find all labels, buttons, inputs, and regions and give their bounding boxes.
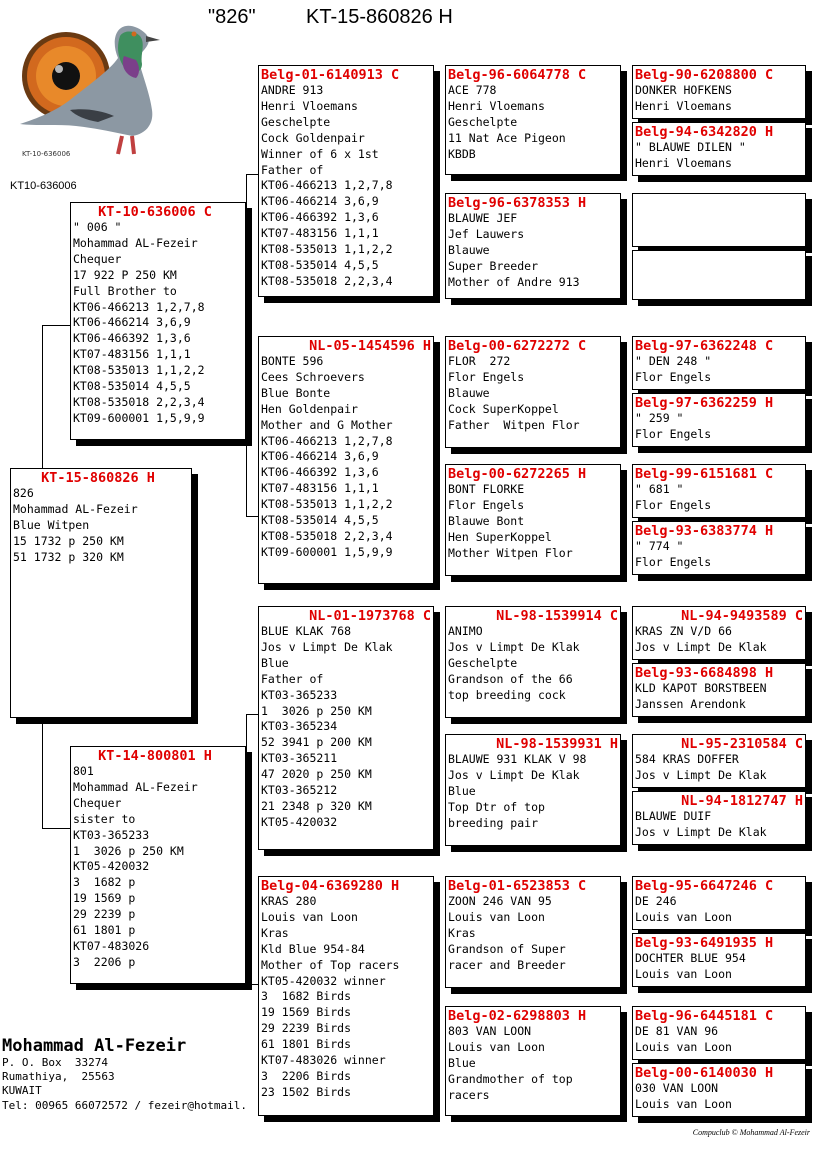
sire-box — [70, 202, 246, 440]
ring-number: Belg-93-6491935 H — [635, 935, 774, 951]
info-line: KT05-420032 — [73, 859, 150, 874]
info-line: Cees Schroevers — [261, 369, 365, 384]
info-line: Flor Engels — [635, 369, 712, 384]
gggp-box-15 — [632, 1006, 806, 1060]
info-line: Kras — [448, 925, 476, 940]
connector — [42, 828, 70, 829]
info-line: Jos v Limpt De Klak — [261, 639, 393, 654]
info-line: Louis van Loon — [261, 909, 358, 924]
info-line: Jos v Limpt De Klak — [448, 767, 580, 782]
info-line: Cock SuperKoppel — [448, 401, 559, 416]
ring-number: Belg-00-6272272 C — [448, 338, 587, 354]
ring-number: Belg-93-6383774 H — [635, 523, 774, 539]
info-line: Mother of Top racers — [261, 957, 400, 972]
ring-number: Belg-96-6445181 C — [635, 1008, 774, 1024]
ggp-box-3 — [445, 336, 621, 448]
gggp-box-8 — [632, 521, 806, 575]
info-line: 52 3941 p 200 KM — [261, 735, 372, 750]
info-line: Flor Engels — [448, 369, 525, 384]
info-line: KRAS ZN V/D 66 — [635, 624, 732, 638]
info-line: Father Witpen Flor — [448, 417, 580, 432]
info-line: " 259 " — [635, 411, 684, 425]
info-line: Janssen Arendonk — [635, 696, 746, 711]
connector — [246, 516, 258, 517]
connector — [626, 770, 627, 820]
info-line: Jos v Limpt De Klak — [635, 824, 767, 839]
gggp-box-10 — [632, 663, 806, 717]
info-line: FLOR 272 — [448, 354, 511, 368]
info-line: KT08-535018 2,2,3,4 — [261, 528, 393, 543]
connector — [626, 372, 627, 422]
info-line: KT03-365234 — [261, 719, 338, 734]
info-line: Mother Witpen Flor — [448, 545, 573, 560]
info-line: 61 1801 Birds — [261, 1037, 352, 1052]
granddam-sire-box — [258, 336, 434, 584]
dam-box — [70, 746, 246, 984]
gggp-box-5 — [632, 336, 806, 390]
owner-address-line: KUWAIT — [2, 1084, 42, 1098]
ring-number: NL-05-1454596 H — [309, 338, 431, 354]
info-line: KBDB — [448, 146, 476, 161]
connector — [436, 126, 437, 242]
pigeon-name: "826" — [208, 6, 256, 28]
info-line: 17 922 P 250 KM — [73, 267, 177, 282]
info-line: 23 1502 Birds — [261, 1084, 352, 1099]
info-line: 1 3026 p 250 KM — [73, 843, 184, 858]
ggp-box-6 — [445, 734, 621, 846]
info-line: ACE 778 — [448, 83, 497, 97]
info-line: DE 81 VAN 96 — [635, 1024, 719, 1038]
info-line: KT06-466214 3,6,9 — [261, 449, 379, 464]
info-line: sister to — [73, 811, 136, 826]
info-line: Chequer — [73, 795, 122, 810]
info-line: KT07-483156 1,1,1 — [73, 347, 191, 362]
svg-text:KT-10-636006: KT-10-636006 — [22, 150, 71, 158]
info-line: Louis van Loon — [635, 966, 732, 981]
info-line: KT07-483156 1,1,1 — [261, 226, 379, 241]
gggp-box-9 — [632, 606, 806, 660]
info-line: 47 2020 p 250 KM — [261, 767, 372, 782]
connector — [436, 934, 437, 1058]
info-line: Blauwe Bont — [448, 513, 525, 528]
pigeon-photo — [14, 14, 164, 164]
ring-number: KT-10-636006 C — [98, 204, 212, 220]
ring-number: NL-98-1539914 C — [496, 608, 618, 624]
info-line: BONT FLORKE — [448, 482, 525, 496]
info-line: 21 2348 p 320 KM — [261, 798, 372, 813]
info-line: Jos v Limpt De Klak — [635, 639, 767, 654]
info-line: Kld Blue 954-84 — [261, 941, 365, 956]
ggp-box-7 — [445, 876, 621, 988]
ggp-box-8 — [445, 1006, 621, 1116]
info-line: 3 1682 p — [73, 875, 136, 890]
info-line: Jos v Limpt De Klak — [448, 639, 580, 654]
info-line: " 774 " — [635, 539, 684, 553]
ring-number: KT-15-860826 H — [41, 470, 155, 486]
info-line: KT06-466214 3,6,9 — [73, 315, 191, 330]
connector — [42, 325, 43, 468]
info-line: Louis van Loon — [635, 1039, 732, 1054]
ring-number: Belg-04-6369280 H — [261, 878, 400, 894]
info-line: 030 VAN LOON — [635, 1081, 719, 1095]
info-line: Henri Vloemans — [635, 155, 732, 170]
info-line: 584 KRAS DOFFER — [635, 752, 739, 766]
info-line: Mohammad AL-Fezeir — [73, 235, 198, 250]
info-line: 51 1732 p 320 KM — [13, 549, 124, 564]
pigeon-ring-title: KT-15-860826 H — [306, 6, 453, 28]
info-line: KT06-466213 1,2,7,8 — [73, 299, 205, 314]
grandsire-sire-box — [258, 65, 434, 297]
info-line: Louis van Loon — [635, 909, 732, 924]
owner-address-line: Rumathiya, 25563 — [2, 1070, 115, 1084]
info-line: Jos v Limpt De Klak — [635, 767, 767, 782]
gggp-box-7 — [632, 464, 806, 518]
gggp-box-12 — [632, 791, 806, 845]
gggp-box-14 — [632, 933, 806, 987]
info-line: KT07-483026 — [73, 938, 150, 953]
connector — [626, 224, 627, 276]
info-line: BLAUWE 931 KLAK V 98 — [448, 752, 587, 766]
info-line: Blue — [448, 783, 476, 798]
info-line: KT08-535014 4,5,5 — [261, 513, 379, 528]
info-line: BLAUWE JEF — [448, 211, 518, 225]
connector — [626, 500, 627, 552]
info-line: KRAS 280 — [261, 894, 317, 908]
info-line: Full Brother to — [73, 283, 177, 298]
info-line: 803 VAN LOON — [448, 1024, 532, 1038]
connector — [42, 718, 43, 828]
footer-credit: Compuclub © Mohammad Al-Fezeir — [692, 1128, 810, 1137]
info-line: Flor Engels — [635, 426, 712, 441]
info-line: Blue — [261, 655, 289, 670]
info-line: KT05-420032 — [261, 814, 338, 829]
info-line: KT03-365212 — [261, 783, 338, 798]
info-line: Kras — [261, 925, 289, 940]
info-line: Flor Engels — [448, 497, 525, 512]
info-line: KT08-535013 1,1,2,2 — [73, 363, 205, 378]
ring-number: Belg-99-6151681 C — [635, 466, 774, 482]
ggp-box-4 — [445, 464, 621, 576]
info-line: 29 2239 p — [73, 907, 136, 922]
connector — [246, 984, 258, 985]
connector — [42, 325, 70, 326]
info-line: Super Breeder — [448, 258, 539, 273]
info-line: ANDRE 913 — [261, 83, 324, 97]
pigeon-photo-image — [14, 14, 164, 164]
ring-number: NL-98-1539931 H — [496, 736, 618, 752]
gggp-box-6 — [632, 393, 806, 447]
info-line: KT06-466392 1,3,6 — [261, 210, 379, 225]
info-line: " 681 " — [635, 482, 684, 496]
info-line: Henri Vloemans — [448, 98, 545, 113]
info-line: Mother of Andre 913 — [448, 274, 580, 289]
info-line: Blue — [448, 1055, 476, 1070]
connector — [246, 714, 247, 984]
connector — [626, 1042, 627, 1092]
owner-name: Mohammad Al-Fezeir — [2, 1036, 187, 1056]
info-line: KT05-420032 winner — [261, 973, 386, 988]
info-line: 15 1732 p 250 KM — [13, 533, 124, 548]
info-line: " BLAUWE DILEN " — [635, 140, 746, 154]
info-line: 801 — [73, 764, 94, 778]
info-line: Mohammad AL-Fezeir — [73, 779, 198, 794]
info-line: Flor Engels — [635, 497, 712, 512]
ring-number: NL-94-1812747 H — [681, 793, 803, 809]
info-line: KT08-535013 1,1,2,2 — [261, 242, 393, 257]
info-line: KT08-535013 1,1,2,2 — [261, 497, 393, 512]
info-line: KT06-466213 1,2,7,8 — [261, 433, 393, 448]
info-line: " 006 " — [73, 220, 122, 234]
gggp-box-16 — [632, 1063, 806, 1117]
info-line: Blauwe — [448, 385, 490, 400]
info-line: KT06-466392 1,3,6 — [73, 331, 191, 346]
info-line: KT06-466214 3,6,9 — [261, 194, 379, 209]
granddam-dam-box — [258, 876, 434, 1116]
info-line: KT06-466213 1,2,7,8 — [261, 178, 393, 193]
info-line: Blue Witpen — [13, 517, 90, 532]
info-line: Louis van Loon — [635, 1096, 732, 1111]
owner-block — [2, 1036, 247, 1113]
info-line: KT08-535014 4,5,5 — [73, 379, 191, 394]
info-line: 826 — [13, 486, 34, 500]
info-line: Louis van Loon — [448, 909, 545, 924]
info-line: Cock Goldenpair — [261, 130, 365, 145]
ring-number: Belg-93-6684898 H — [635, 665, 774, 681]
info-line: KT03-365211 — [261, 751, 338, 766]
connector — [246, 714, 258, 715]
grandsire-dam-box — [258, 606, 434, 850]
gggp-box-1 — [632, 65, 806, 119]
info-line: breeding pair — [448, 815, 539, 830]
ring-number: Belg-94-6342820 H — [635, 124, 774, 140]
photo-caption: KT10-636006 — [10, 180, 77, 192]
info-line: Mother and G Mother — [261, 417, 393, 432]
info-line: " DEN 248 " — [635, 354, 712, 368]
ring-number: Belg-97-6362259 H — [635, 395, 774, 411]
info-line: Hen Goldenpair — [261, 401, 358, 416]
ggp-box-5 — [445, 606, 621, 718]
connector — [436, 392, 437, 510]
info-line: 3 2206 Birds — [261, 1068, 352, 1083]
info-line: KT08-535018 2,2,3,4 — [73, 394, 205, 409]
info-line: KT03-365233 — [73, 827, 150, 842]
info-line: Geschelpte — [448, 114, 518, 129]
info-line: DE 246 — [635, 894, 677, 908]
info-line: 29 2239 Birds — [261, 1021, 352, 1036]
ring-number: Belg-01-6523853 C — [448, 878, 587, 894]
info-line: Grandmother of top — [448, 1071, 573, 1086]
info-line: KT07-483026 winner — [261, 1053, 386, 1068]
info-line: Louis van Loon — [448, 1039, 545, 1054]
info-line: KT08-535018 2,2,3,4 — [261, 273, 393, 288]
info-line: 61 1801 p — [73, 923, 136, 938]
connector — [436, 664, 437, 784]
ring-number: Belg-00-6140030 H — [635, 1065, 774, 1081]
ring-number: KT-14-800801 H — [98, 748, 212, 764]
info-line: Blauwe — [448, 242, 490, 257]
info-line: Geschelpte — [261, 114, 331, 129]
info-line: Mohammad AL-Fezeir — [13, 501, 138, 516]
ggp-box-2 — [445, 193, 621, 299]
info-line: KT09-600001 1,5,9,9 — [261, 544, 393, 559]
info-line: 19 1569 p — [73, 891, 136, 906]
ggp-box-1 — [445, 65, 621, 175]
gggp-box-11 — [632, 734, 806, 788]
gggp-box-4 — [632, 250, 806, 300]
connector — [626, 914, 627, 964]
info-line: KT08-535014 4,5,5 — [261, 257, 379, 272]
info-line: Blue Bonte — [261, 385, 331, 400]
info-line: KT06-466392 1,3,6 — [261, 465, 379, 480]
info-line: BONTE 596 — [261, 354, 324, 368]
info-line: Grandson of the 66 — [448, 671, 573, 686]
ring-number: Belg-96-6378353 H — [448, 195, 587, 211]
info-line: Geschelpte — [448, 655, 518, 670]
ring-number: Belg-00-6272265 H — [448, 466, 587, 482]
connector — [246, 174, 258, 175]
info-line: Henri Vloemans — [635, 98, 732, 113]
info-line: BLUE KLAK 768 — [261, 624, 352, 638]
info-line: 11 Nat Ace Pigeon — [448, 130, 566, 145]
ring-number: NL-95-2310584 C — [681, 736, 803, 752]
info-line: 1 3026 p 250 KM — [261, 703, 372, 718]
gggp-box-13 — [632, 876, 806, 930]
connector — [626, 100, 627, 152]
connector — [626, 642, 627, 692]
owner-address-line: P. O. Box 33274 — [2, 1056, 108, 1069]
ring-number: Belg-01-6140913 C — [261, 67, 400, 83]
info-line: Grandson of Super — [448, 941, 566, 956]
ring-number: NL-94-9493589 C — [681, 608, 803, 624]
info-line: KT07-483156 1,1,1 — [261, 481, 379, 496]
info-line: DONKER HOFKENS — [635, 83, 732, 97]
info-line: BLAUWE DUIF — [635, 809, 712, 823]
info-line: Top Dtr of top — [448, 799, 545, 814]
info-line: racers — [448, 1087, 490, 1102]
info-line: KT09-600001 1,5,9,9 — [73, 410, 205, 425]
info-line: top breeding cock — [448, 687, 566, 702]
info-line: KT03-365233 — [261, 687, 338, 702]
info-line: ZOON 246 VAN 95 — [448, 894, 552, 908]
info-line: Father of — [261, 162, 324, 177]
ring-number: Belg-02-6298803 H — [448, 1008, 587, 1024]
info-line: 19 1569 Birds — [261, 1005, 352, 1020]
info-line: 3 2206 p — [73, 954, 136, 969]
subject-box — [10, 468, 192, 718]
info-line: ANIMO — [448, 624, 483, 638]
info-line: DOCHTER BLUE 954 — [635, 951, 746, 965]
info-line: Chequer — [73, 251, 122, 266]
info-line: Flor Engels — [635, 554, 712, 569]
ring-number: Belg-97-6362248 C — [635, 338, 774, 354]
info-line: Henri Vloemans — [261, 98, 358, 113]
info-line: 3 1682 Birds — [261, 989, 352, 1004]
owner-contact: Tel: 00965 66072572 / fezeir@hotmail. — [2, 1098, 248, 1112]
ring-number: Belg-95-6647246 C — [635, 878, 774, 894]
ring-number: Belg-90-6208800 C — [635, 67, 774, 83]
info-line: Jef Lauwers — [448, 226, 525, 241]
info-line: Hen SuperKoppel — [448, 529, 552, 544]
gggp-box-2 — [632, 122, 806, 176]
info-line: Winner of 6 x 1st — [261, 146, 379, 161]
info-line: racer and Breeder — [448, 957, 566, 972]
info-line: KLD KAPOT BORSTBEEN — [635, 681, 767, 695]
info-line: Father of — [261, 671, 324, 686]
ring-number: NL-01-1973768 C — [309, 608, 431, 624]
gggp-box-3 — [632, 193, 806, 247]
connector — [246, 174, 247, 516]
ring-number: Belg-96-6064778 C — [448, 67, 587, 83]
